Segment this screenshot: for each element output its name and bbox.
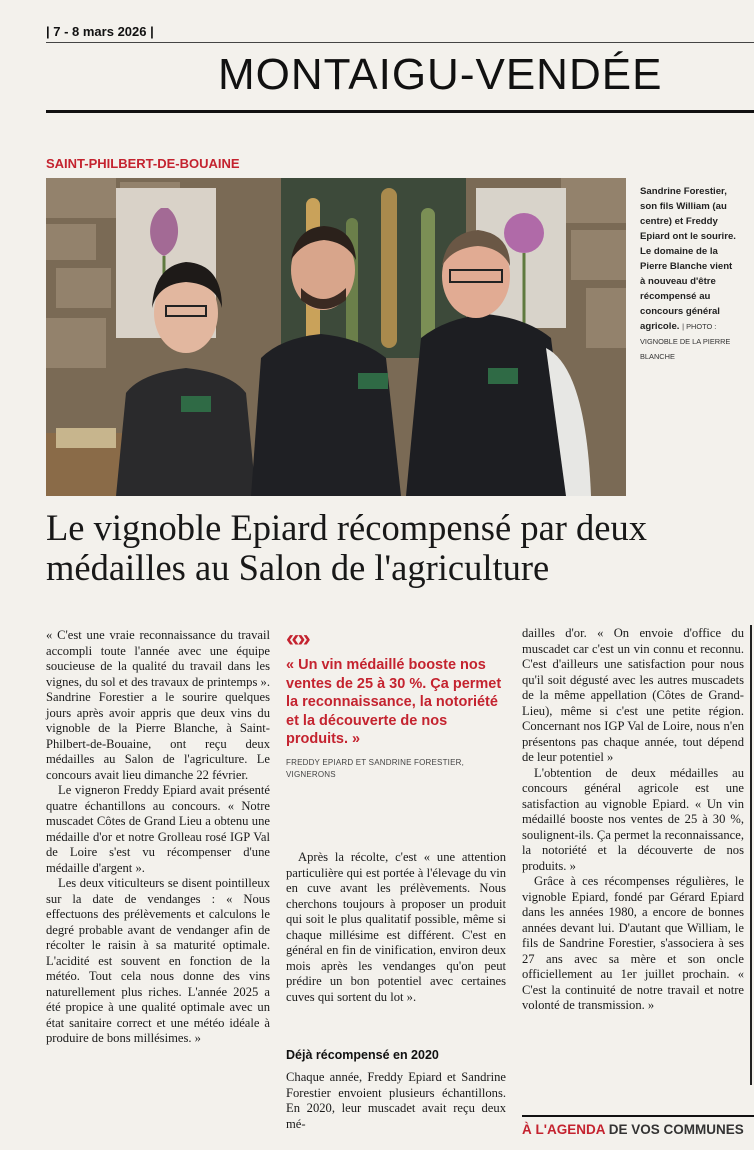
col1-paragraph-2: Le vigneron Freddy Epiard avait présenté quatre échantillons au concours. « Notre muscadet Côtes de Grand Lieu a obtenu une médaille d'or et notre Grolleau rosé IGP Val de Loire s'est vu récompenser d'une médaille d'argent ».: [46, 783, 270, 875]
pull-quote: [286, 626, 506, 781]
pull-quote-text: « Un vin médaillé booste nos ventes de 25 à 30 %. Ça permet la reconnaissance, la notoriété et la découverte de nos produits. »: [286, 657, 502, 747]
section-title: MONTAIGU-VENDÉE: [218, 50, 663, 99]
agenda-label-rest: DE VOS COMMUNES: [608, 1122, 744, 1137]
kicker-location: SAINT-PHILBERT-DE-BOUAINE: [46, 156, 240, 171]
col1-paragraph-3: Les deux viticulteurs se disent pointilleux sur la date de vendanges : « Nous effectuons des prélèvements et calculons le degré probable avant de vendanger afin de récolter le raisin à sa maturité optimale. L'acidité est souvent en fonction de la météo. Tout cela nous donne des vins naturellement plus riches. L'année 2025 a été propice à une qualité optimale avec un état sanitaire correct et une météo idéale à produire de bons millésimes. »: [46, 876, 270, 1045]
caption-text: Sandrine Forestier, son fils William (au centre) et Freddy Epiard ont le sourire. Le domaine de la Pierre Blanche vient à nouveau d'être récompensé au concours général agricole.: [640, 186, 736, 332]
photo-caption: [640, 184, 740, 364]
col3-paragraph-2: L'obtention de deux médailles au concours général agricole est une satisfaction au vignoble Epiard. « Un vin médaillé booste nos ventes de 25 à 30 %, soulignent-ils. Ça permet la reconnaissance, la notoriété et la découverte de nos produits. »: [522, 765, 744, 873]
article-column-3: [522, 626, 744, 1014]
article-headline: Le vignoble Epiard récompensé par deux médailles au Salon de l'agriculture: [46, 507, 648, 588]
top-rule: [46, 42, 754, 43]
col1-paragraph-1: « C'est une vraie reconnaissance du travail accompli toute l'année avec une équipe soucieuse de la qualité du travail dans les vignes, du sol et des travaux de printemps ». Sandrine Forestier a le sourire quelques jours après avoir appris que deux vins du vignoble de la Pierre Blanche, à Saint-Philbert-de-Bouaine, ont reçu deux médailles au Salon de l'agriculture. Le concours avait lieu dimanche 22 février.: [46, 628, 270, 782]
quote-marks-icon: «»: [286, 625, 309, 652]
section-subhead: Déjà récompensé en 2020: [286, 1048, 439, 1062]
column-edge-rule: [750, 625, 752, 1085]
photo-credit: | PHOTO : VIGNOBLE DE LA PIERRE BLANCHE: [640, 322, 731, 361]
agenda-banner: [522, 1122, 744, 1137]
col3-paragraph-1: dailles d'or. « On envoie d'office du muscadet car c'est un vin connu et reconnu. C'est d'ailleurs une satisfaction pour nous qu'il soit dégusté avec les autres muscadets de la même appellation (Côtes de Grand-Lieu), même si c'est une petite région. Concernant nos IGP Val de Loire, nous n'en présentons pas chaque année, tout dépend de leur potentiel »: [522, 626, 744, 764]
issue-date: | 7 - 8 mars 2026 |: [46, 24, 154, 39]
article-column-2-continued: [286, 1070, 506, 1132]
col2-paragraph-2: Chaque année, Freddy Epiard et Sandrine Forestier envoient plusieurs échantillons. En 2020, leur muscadet avait reçu deux mé-: [286, 1070, 506, 1131]
agenda-rule: [522, 1115, 754, 1117]
col2-paragraph-1: Après la récolte, c'est « une attention particulière qui est portée à l'élevage du vin en cuve avant les prélèvements. Nous cherchons toujours à proposer un produit qui soit le plus qualitatif possible, même si chaque millésime est différent. C'est en général en fin de vinification, environ deux mois après les vendanges qu'on peut prédire un bon potentiel avec certaines cuves qui sortent du lot ».: [286, 850, 506, 1004]
article-column-2: [286, 850, 506, 1005]
pull-quote-author: FREDDY EPIARD ET SANDRINE FORESTIER, VIGNERONS: [286, 757, 465, 779]
article-column-1: [46, 628, 270, 1047]
agenda-label: À L'AGENDA: [522, 1122, 605, 1137]
section-rule: [46, 110, 754, 113]
article-photo: [46, 178, 626, 496]
col3-paragraph-3: Grâce à ces récompenses régulières, le vignoble Epiard, fondé par Gérard Epiard dans les années 1980, a encore de bonnes années devant lui. D'autant que William, le fils de Sandrine Forestier, s'associera à ses 27 ans avec sa mère et son oncle officiellement au 1er juillet prochain. « C'est la continuité de notre travail et notre volonté de transmission. »: [522, 874, 744, 1012]
